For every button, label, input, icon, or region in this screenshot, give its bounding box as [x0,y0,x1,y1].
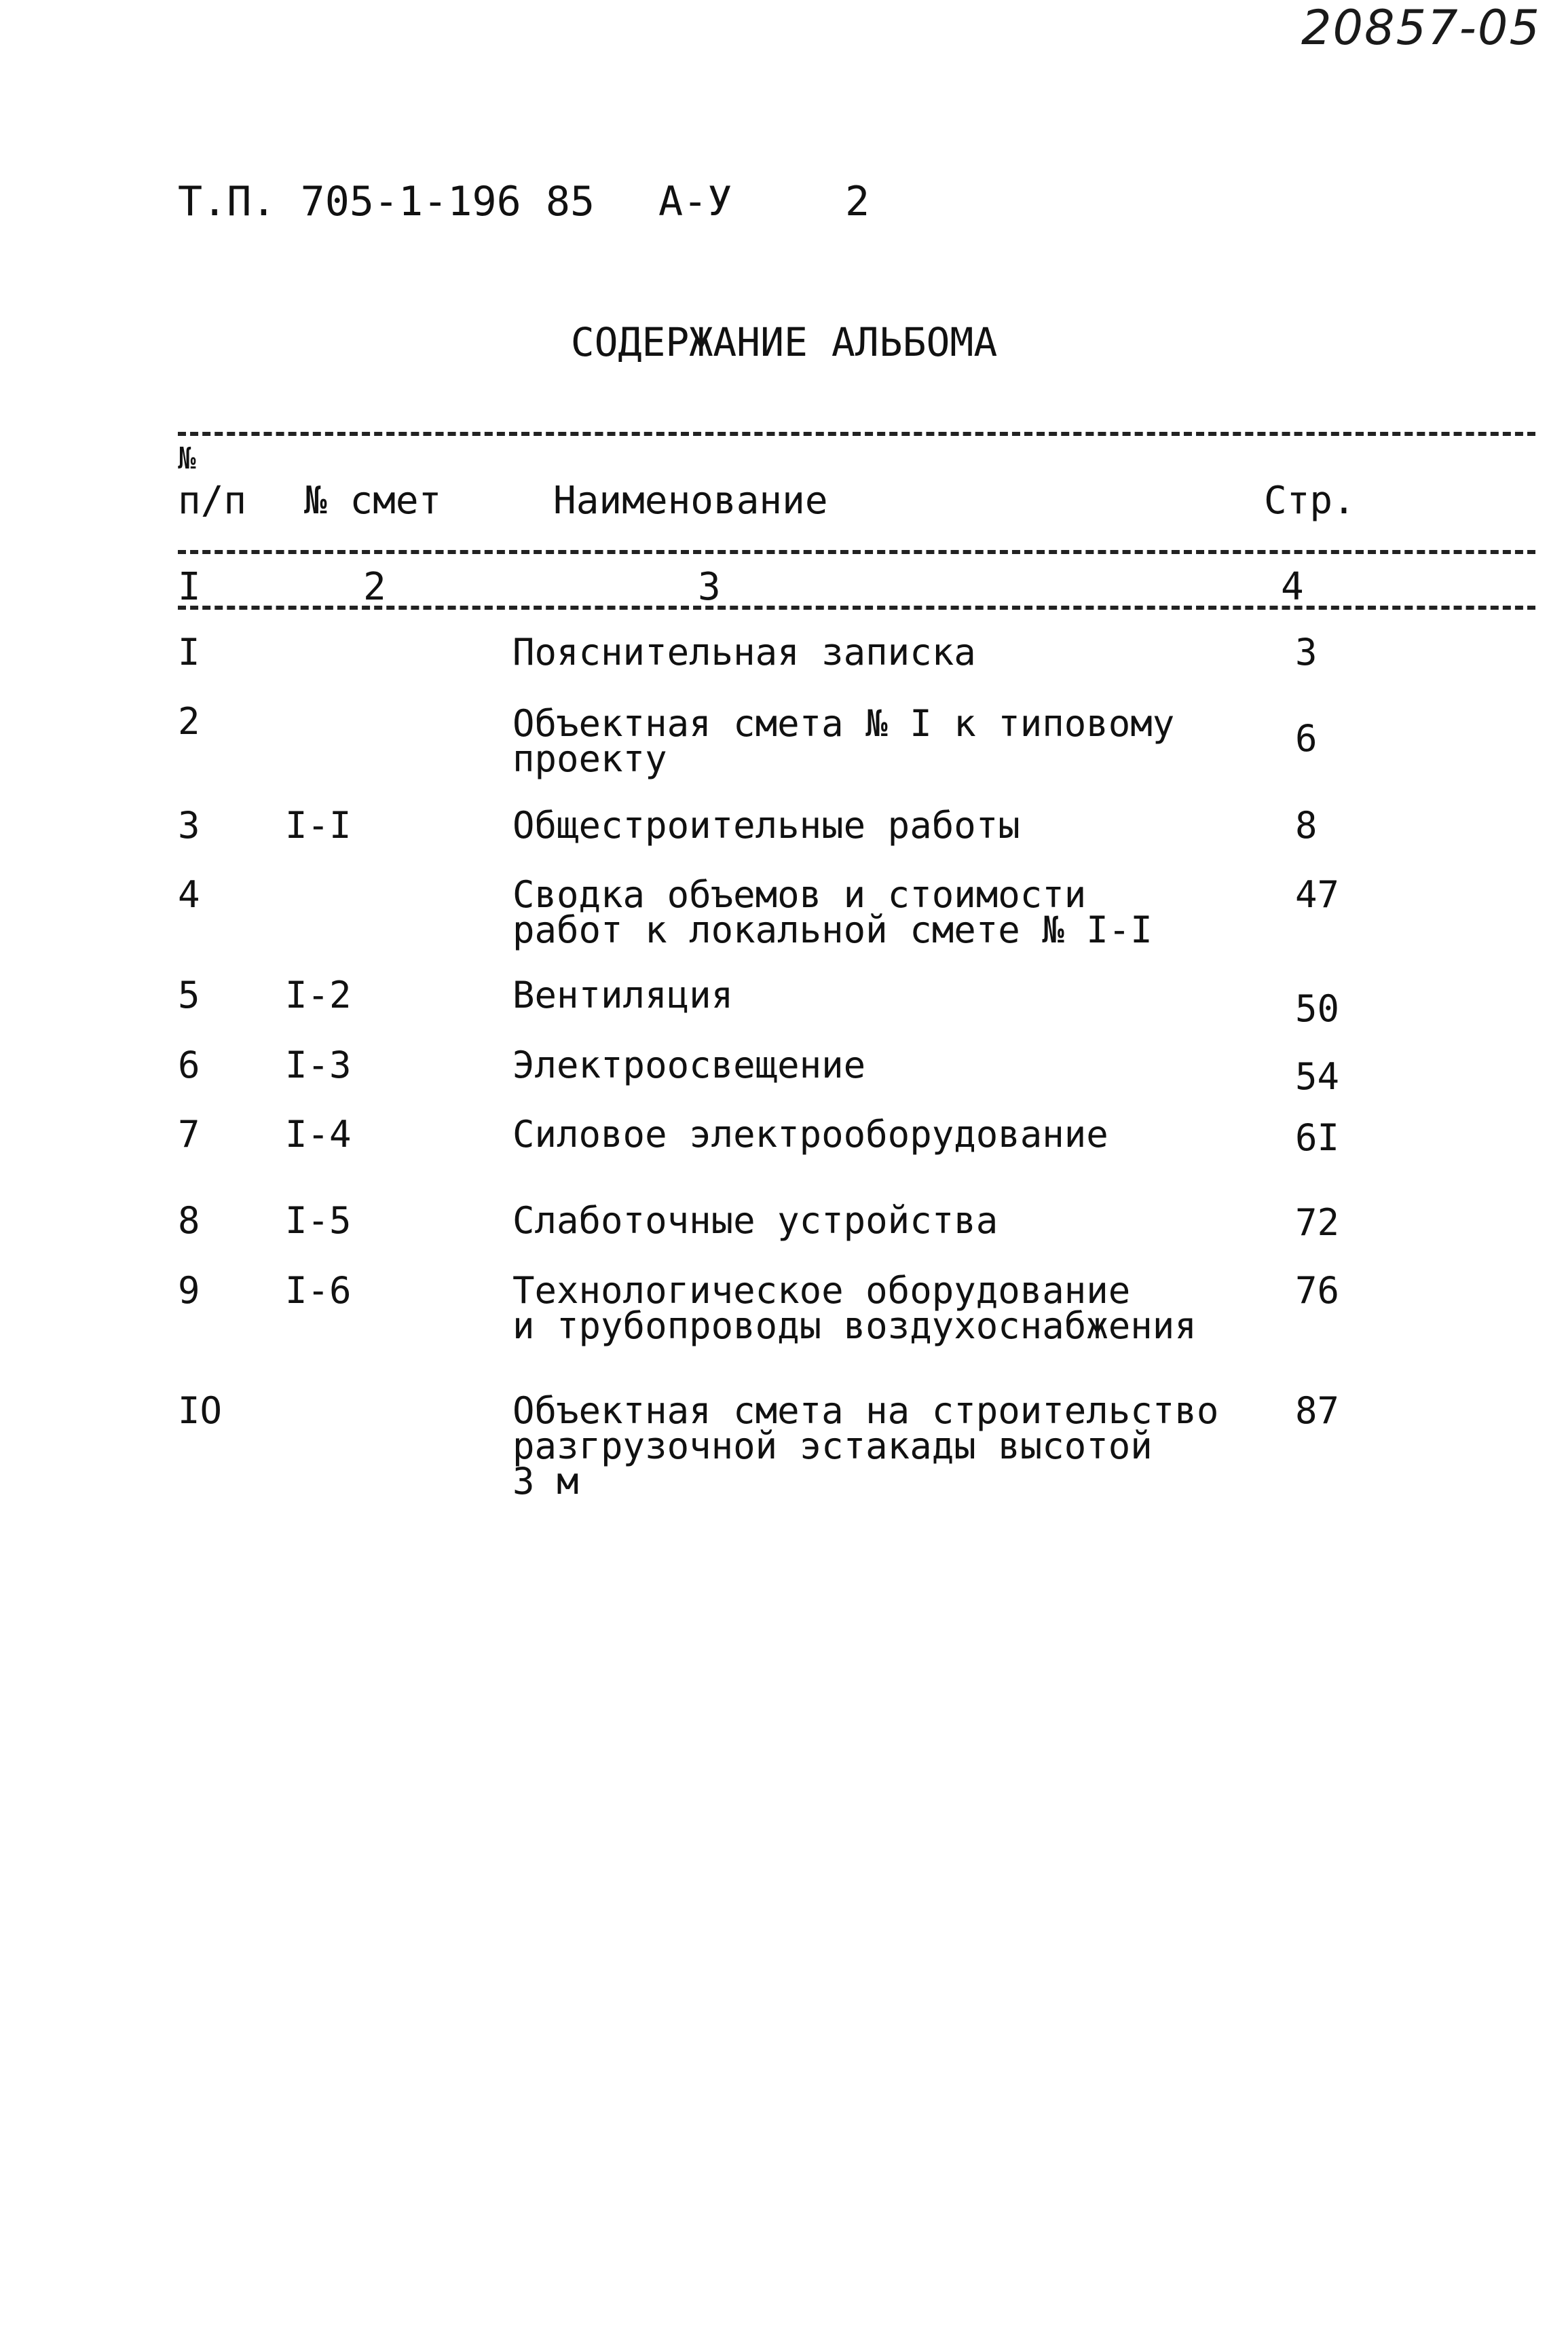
document-section: А-У [658,178,732,225]
row-num: 9 [178,1269,200,1312]
row-num: IO [178,1389,223,1432]
row-name: Слаботочные устройства [512,1199,998,1242]
row-page: 50 [1295,987,1340,1030]
column-number-1: I [178,565,201,609]
row-estimate: I-2 [285,974,352,1016]
row-num: 2 [178,700,200,743]
page-title: СОДЕРЖАНИЕ АЛЬБОМА [570,319,998,365]
row-num: 7 [178,1113,200,1156]
row-num: 5 [178,974,200,1016]
column-number-3: 3 [698,565,721,609]
row-page: 47 [1295,873,1340,916]
row-page: 6I [1295,1116,1340,1159]
row-name: Вентиляция [512,974,734,1016]
row-name: Общестроительные работы [512,804,1020,847]
header-rule [178,550,1535,554]
page-number: 2 [845,178,870,225]
row-page: 72 [1295,1201,1340,1244]
row-page: 8 [1295,804,1318,847]
row-num: 6 [178,1044,200,1086]
row-estimate: I-I [285,804,352,847]
row-page: 3 [1295,631,1318,674]
row-name: Технологическое оборудование и трубопроводы воздухоснабжения [512,1269,1197,1347]
row-name: Пояснительная записка [512,631,976,674]
row-name: Силовое электрооборудование [512,1113,1108,1156]
column-header-name: Наименование [553,479,828,523]
row-page: 76 [1295,1269,1340,1312]
row-name: Объектная смета на строительство разгрузочной эстакады высотой 3 м [512,1389,1219,1503]
column-header-estimate: № смет [304,479,442,523]
row-num: 8 [178,1199,200,1242]
table-top-rule [178,432,1535,436]
row-estimate: I-4 [285,1113,352,1156]
row-estimate: I-6 [285,1269,352,1312]
row-estimate: I-5 [285,1199,352,1242]
column-numbers-rule [178,606,1535,610]
row-num: 4 [178,873,200,916]
row-name: Объектная смета № I к типовому проекту [512,702,1175,780]
column-header-page: Стр. [1264,479,1356,523]
column-number-4: 4 [1281,565,1304,609]
row-name: Сводка объемов и стоимости работ к локальной смете № I-I [512,873,1153,951]
row-num: 3 [178,804,200,847]
row-num: I [178,631,200,674]
row-estimate: I-3 [285,1044,352,1086]
column-header-num: п/п [178,479,247,523]
column-num-mark: № [178,441,196,476]
archive-stamp: 20857-05 [1301,0,1541,56]
column-number-2: 2 [363,565,386,609]
row-name: Электроосвещение [512,1044,866,1086]
row-page: 87 [1295,1389,1340,1432]
row-page: 54 [1295,1055,1340,1098]
row-page: 6 [1295,717,1318,760]
document-code: Т.П. 705-1-196 85 [178,178,595,225]
